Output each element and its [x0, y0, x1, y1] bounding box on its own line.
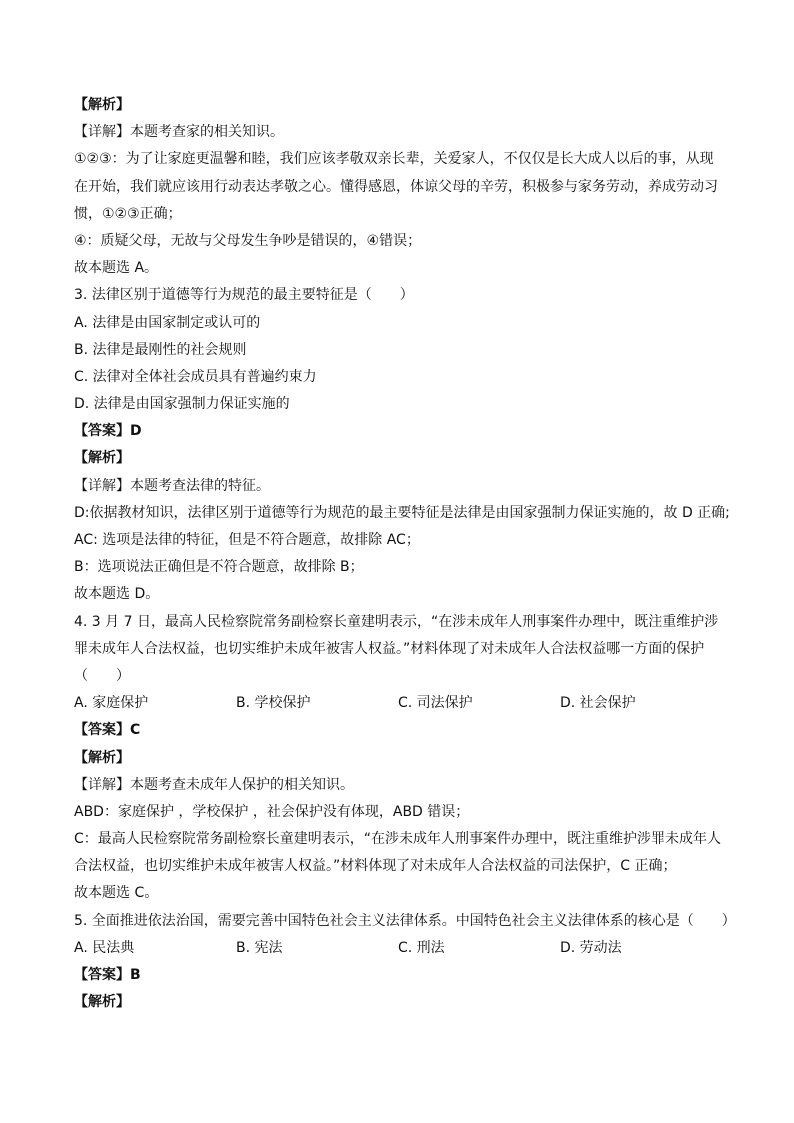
text-line: D:依据教材知识，法律区别于道德等行为规范的最主要特征是法律是由国家强制力保证实施的，故 D 正确;	[74, 504, 730, 521]
text-line: 罪未成年人合法权益，也切实维护未成年被害人权益。”材料体现了对未成年人合法权益哪一方面的保护	[74, 640, 705, 657]
answer-option: A. 民法典	[74, 939, 135, 956]
text-line: AC: 选项是法律的特征，但是不符合题意，故排除 AC；	[74, 532, 420, 548]
text-line: 合法权益，也切实维护未成年被害人权益。”材料体现了对未成年人合法权益的司法保护，C 正确；	[74, 858, 677, 875]
document-page	[74, 92, 736, 1016]
answer-option: B. 学校保护	[236, 695, 311, 712]
answer-option: C. 刑法	[398, 939, 445, 956]
text-line: 故本题选 C。	[74, 885, 159, 902]
answer-option: D. 社会保护	[560, 695, 636, 712]
answer-option: C. 司法保护	[398, 695, 473, 712]
section-label: 【解析】	[74, 994, 130, 1011]
text-line: A. 法律是由国家制定或认可的	[74, 314, 261, 331]
text-line: D. 法律是由国家强制力保证实施的	[74, 396, 290, 413]
section-label: 【解析】	[74, 749, 130, 766]
text-line: 5. 全面推进依法治国，需要完善中国特色社会主义法律体系。中国特色社会主义法律体系的核心是（ ）	[74, 912, 736, 929]
section-label: 【解析】	[74, 450, 130, 467]
text-line: ABD：家庭保护 ，学校保护 ，社会保护没有体现，ABD 错误；	[74, 803, 470, 820]
text-line: 故本题选 A。	[74, 260, 159, 277]
text-line: ①②③：为了让家庭更温馨和睦，我们应该孝敬双亲长辈，关爱家人，不仅仅是长大成人以后的事，从现	[74, 151, 714, 168]
section-label: 【解析】	[74, 97, 130, 113]
answer-options-row	[74, 935, 724, 962]
text-line: B：选项说法正确但是不符合题意，故排除 B；	[74, 559, 364, 576]
section-label: 【答案】C	[74, 722, 141, 739]
text-line: C：最高人民检察院常务副检察长童建明表示，“在涉未成年人刑事案件办理中，既注重维护涉罪未成年人	[74, 831, 722, 848]
answer-option: D. 劳动法	[560, 939, 622, 956]
text-line: 惯，①②③正确；	[74, 205, 182, 222]
text-line: 3. 法律区别于道德等行为规范的最主要特征是（ ）	[74, 287, 414, 304]
text-line: ④：质疑父母，无故与父母发生争吵是错误的，④错误；	[74, 232, 422, 249]
text-line: 故本题选 D。	[74, 586, 160, 603]
section-label: 【答案】B	[74, 967, 141, 983]
text-line: 4. 3 月 7 日，最高人民检察院常务副检察长童建明表示，“在涉未成年人刑事案件办理中，既注重维护涉	[74, 613, 719, 630]
answer-option: A. 家庭保护	[74, 695, 149, 712]
text-line: 【详解】本题考查法律的特征。	[74, 477, 270, 494]
text-line: C. 法律对全体社会成员具有普遍约束力	[74, 368, 317, 385]
text-line: 在开始，我们就应该用行动表达孝敬之心。懂得感恩，体谅父母的辛劳，积极参与家务劳动，养成劳动习	[74, 178, 718, 195]
text-line: 【详解】本题考查家的相关知识。	[74, 124, 284, 141]
text-line: 【详解】本题考查未成年人保护的相关知识。	[74, 776, 354, 793]
section-label: 【答案】D	[74, 423, 142, 440]
text-line: B. 法律是最刚性的社会规则	[74, 341, 247, 358]
answer-option: B. 宪法	[236, 939, 283, 956]
answer-options-row	[74, 690, 724, 717]
text-line: （ ）	[74, 667, 130, 684]
